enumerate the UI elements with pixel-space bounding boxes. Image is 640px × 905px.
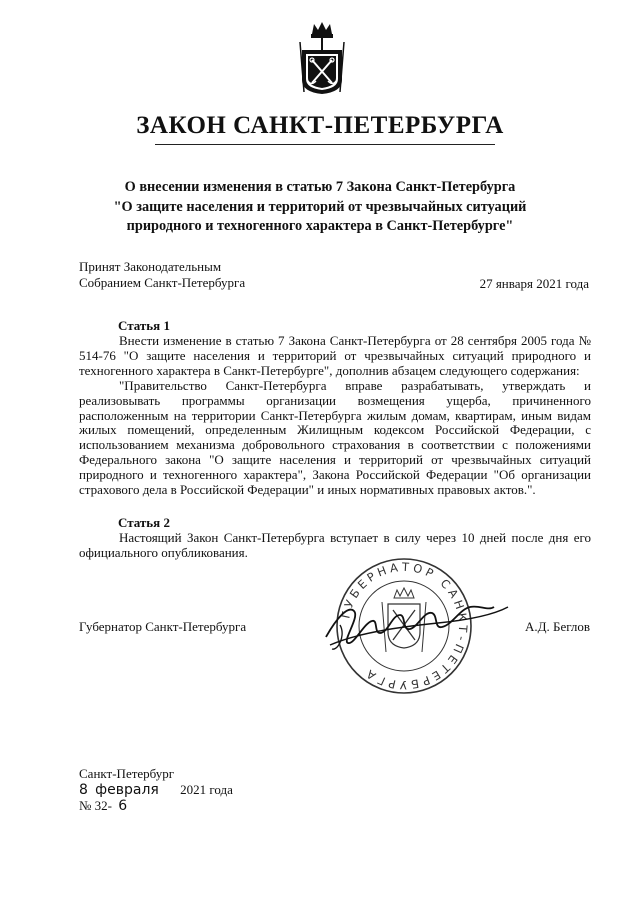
issue-date: [79, 782, 233, 798]
subtitle-line: природного и техногенного характера в Санкт-Петербурге": [126, 218, 514, 234]
adoption-line: Принят Законодательным: [79, 259, 222, 274]
article-1-body: [79, 334, 591, 498]
article-2-heading: Статья 2: [118, 515, 170, 530]
article-2-paragraph: Настоящий Закон Санкт-Петербурга вступает в силу через 10 дней после дня его официального опубликования.: [79, 530, 591, 560]
adoption-line: Собранием Санкт-Петербурга: [79, 275, 246, 290]
document-title: ЗАКОН САНКТ-ПЕТЕРБУРГА: [136, 112, 504, 139]
title-underline: [155, 144, 495, 145]
law-number-value: 6: [118, 798, 128, 814]
governor-title: Губернатор Санкт-Петербурга: [79, 619, 247, 634]
article-1-paragraph: Внести изменение в статью 7 Закона Санкт-Петербурга от 28 сентября 2005 года № 514-76 "О защите населения и территорий от чрезвычайных ситуаций природного и техногенного характера в Санкт-Петербурге", дополнив абзацем следующего содержания:: [79, 333, 591, 378]
law-number-prefix: № 32-: [79, 798, 112, 813]
article-1-heading: Статья 1: [118, 318, 170, 333]
seal-text: ГУБЕРНАТОР САНКТ-ПЕТЕРБУРГА: [338, 559, 471, 693]
adoption-date: 27 января 2021 года: [479, 276, 589, 291]
coat-of-arms-icon: [298, 20, 346, 96]
issue-city: Санкт-Петербург: [79, 766, 175, 781]
issue-day: 8: [79, 782, 88, 798]
issue-month: февраля: [95, 782, 159, 798]
document-subtitle: [60, 178, 580, 237]
law-number: [79, 798, 127, 814]
governor-name: А.Д. Беглов: [525, 619, 591, 634]
subtitle-line: "О защите населения и территорий от чрезвычайных ситуаций: [113, 198, 527, 215]
handwritten-signature: [318, 585, 518, 660]
subtitle-line: О внесении изменения в статью 7 Закона Санкт-Петербурга: [124, 179, 516, 195]
issue-year: 2021 года: [180, 782, 233, 797]
adoption-note: [79, 259, 245, 291]
article-1-paragraph: "Правительство Санкт-Петербурга вправе разрабатывать, утверждать и реализовывать программы организации возмещения ущерба, причиненного расположенным на территории Санкт-Петербурга жилым домам, квартирам, иным видам жилых помещений, определенным Жилищным кодексом Российской Федерации, с использованием механизма добровольного страхования в соответствии с положениями Федерального закона "О защите населения и территорий от чрезвычайных ситуаций природного и техногенного характера", Закона Российской Федерации "Об организации страхового дела в Российской Федерации" и иных нормативных правовых актов.".: [79, 377, 591, 498]
